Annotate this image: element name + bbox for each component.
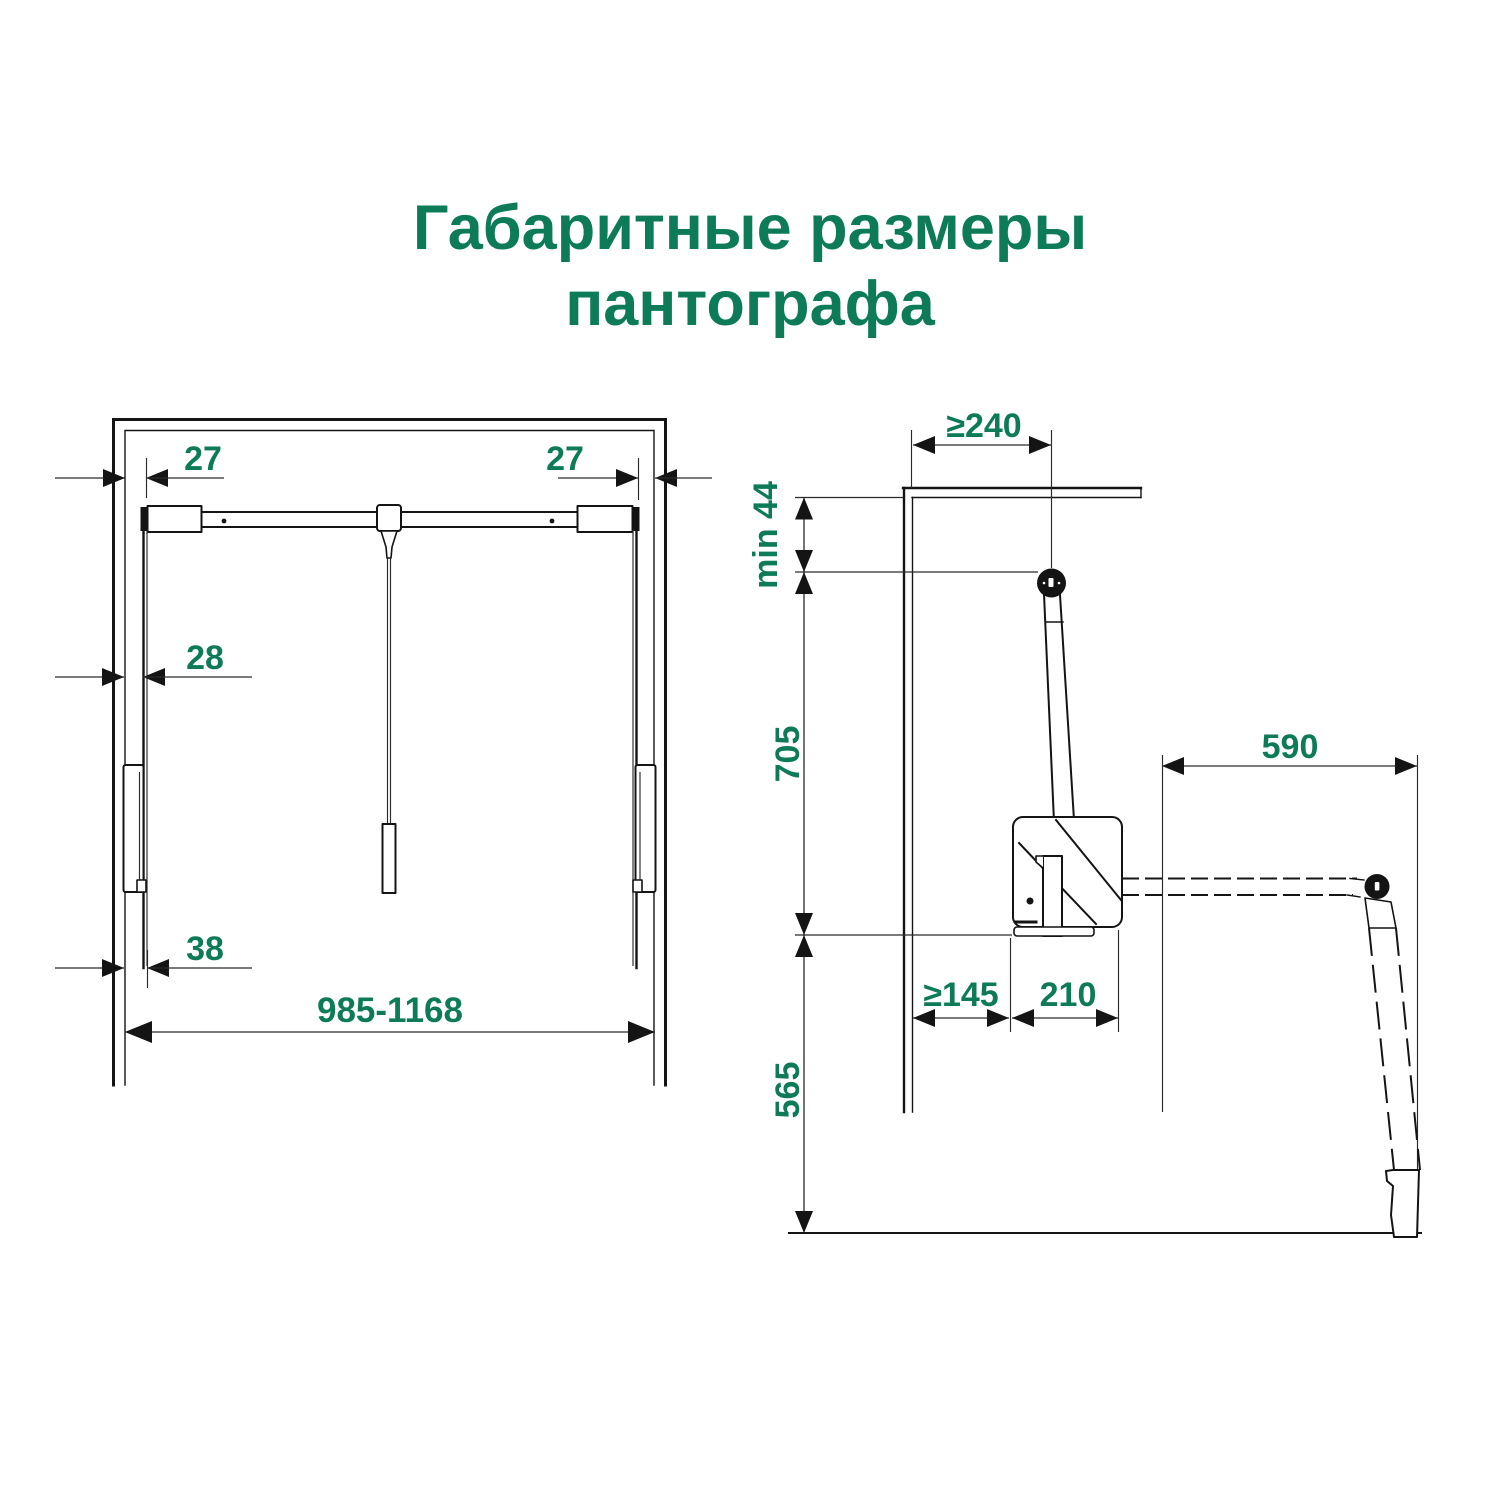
connector-neck: [381, 531, 397, 558]
mount-bracket-left: [124, 765, 147, 892]
pivot-knob-outer: [1365, 874, 1390, 899]
lift-arm: [1044, 594, 1074, 822]
dim-label-right-gap: 27: [546, 440, 584, 478]
page-title-line2: пантографа: [565, 269, 935, 339]
dim-label-lift-height: 705: [769, 725, 807, 783]
dim-lift-height: [769, 572, 1012, 935]
dim-label-top-clearance: min 44: [747, 481, 785, 589]
dim-label-bracket-gap: 38: [186, 930, 224, 968]
rod-hook: [1386, 1170, 1419, 1237]
mount-bracket-right: [633, 765, 656, 892]
hanger-rod-lowered: [1122, 879, 1364, 898]
pull-handle: [383, 824, 396, 893]
dim-label-drop: 565: [769, 1061, 807, 1119]
dim-rail-gap: [55, 639, 252, 686]
dim-extension: [1162, 728, 1418, 1233]
dim-label-mech-width: 210: [1039, 976, 1097, 1014]
dim-drop: [769, 935, 813, 1233]
dim-label-left-gap: 27: [184, 440, 222, 478]
hanger-bar-end-block-right: [578, 506, 633, 532]
dim-left-gap: [55, 440, 224, 498]
lift-mechanism: [1013, 817, 1122, 936]
dim-label-extension: 590: [1261, 728, 1319, 766]
dim-width-range: [125, 991, 655, 1043]
hanger-bar-end-block-left: [148, 506, 202, 532]
bar-mark-left: [222, 519, 227, 524]
dim-label-rear-min: ≥145: [923, 976, 999, 1014]
dim-label-rail-gap: 28: [186, 639, 224, 677]
dim-bracket-gap: [55, 930, 252, 988]
front-view: [55, 420, 712, 1086]
dim-label-width-range: 985-1168: [317, 991, 463, 1030]
center-connector: [377, 505, 401, 531]
page-title-line1: Габаритные размеры: [412, 193, 1088, 263]
bar-mark-right: [550, 519, 555, 524]
dim-mech-width: [1011, 930, 1119, 1032]
dim-rear-min: [913, 976, 1009, 1027]
dim-right-gap: [546, 440, 712, 500]
dim-label-depth-min: ≥240: [946, 407, 1022, 445]
drop-rod: [1365, 898, 1420, 1237]
side-view: [747, 407, 1421, 1237]
pivot-knob-top: [1037, 569, 1066, 598]
